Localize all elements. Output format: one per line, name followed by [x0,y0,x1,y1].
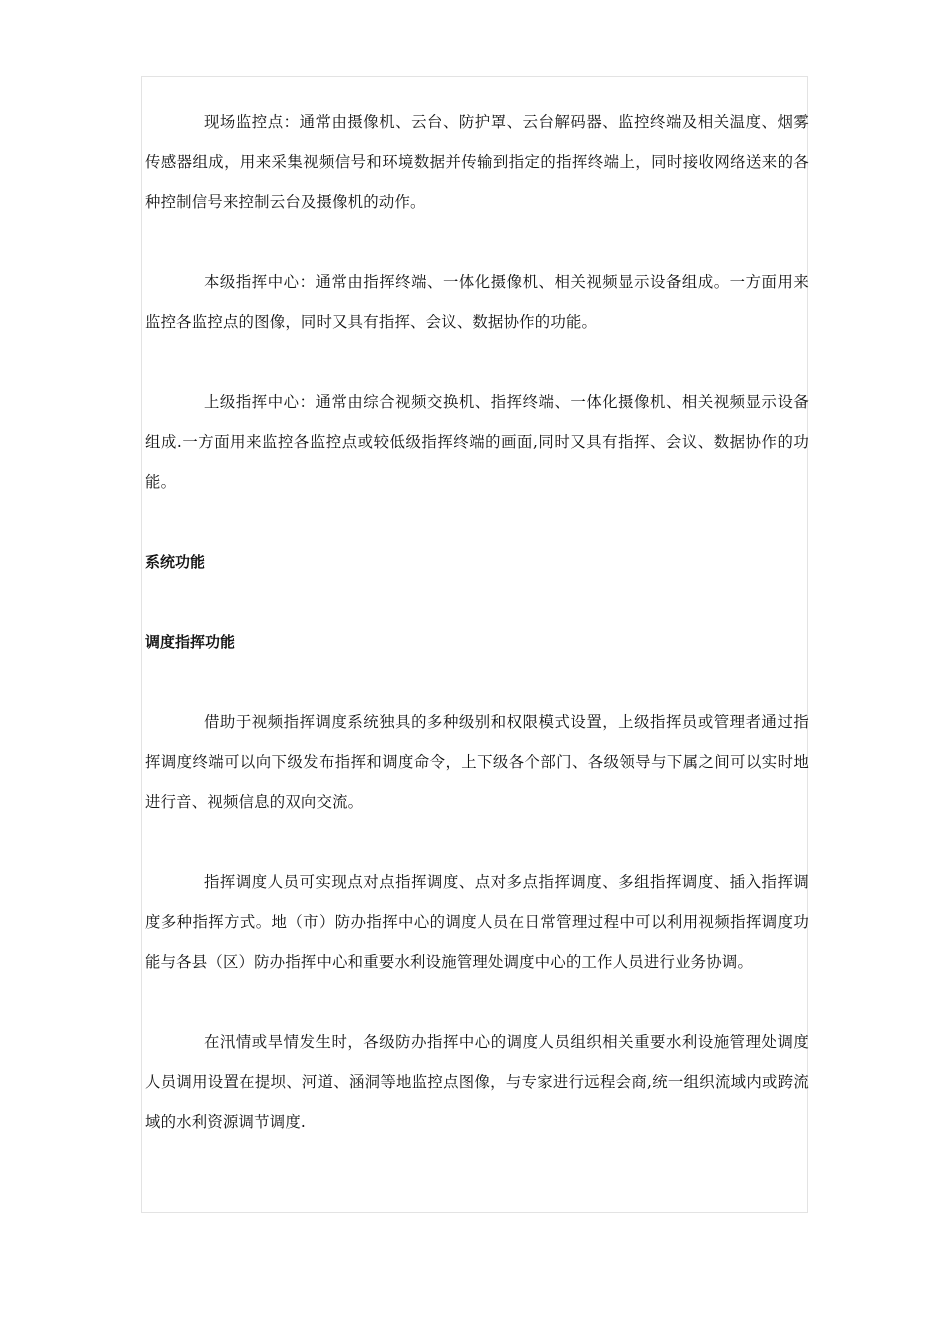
paragraph-gap [145,582,809,622]
paragraph-gap [145,502,809,542]
subsection-heading-dispatch-command: 调度指挥功能 [145,633,236,651]
section-heading-system-functions: 系统功能 [145,553,206,571]
paragraph-onsite-monitoring-point: 现场监控点：通常由摄像机、云台、防护罩、云台解码器、监控终端及相关温度、烟雾传感器组成，用来采集视频信号和环境数据并传输到指定的指挥终端上，同时接收网络送来的各种控制信号来控制云台及摄像机的动作。 [145,113,809,211]
paragraph-permission-modes: 借助于视频指挥调度系统独具的多种级别和权限模式设置，上级指挥员或管理者通过指挥调度终端可以向下级发布指挥和调度命令，上下级各个部门、各级领导与下属之间可以实时地进行音、视频信息的双向交流。 [145,713,809,811]
document-body [145,102,809,1142]
paragraph-gap [145,662,809,702]
paragraph-flood-drought-response: 在汛情或旱情发生时，各级防办指挥中心的调度人员组织相关重要水利设施管理处调度人员调用设置在提坝、河道、涵洞等地监控点图像，与专家进行远程会商,统一组织流域内或跨流域的水利资源调节调度. [145,1033,809,1131]
paragraph-gap [145,222,809,262]
paragraph-gap [145,342,809,382]
paragraph-local-command-center: 本级指挥中心：通常由指挥终端、一体化摄像机、相关视频显示设备组成。一方面用来监控各监控点的图像，同时又具有指挥、会议、数据协作的功能。 [145,273,809,331]
paragraph-superior-command-center: 上级指挥中心：通常由综合视频交换机、指挥终端、一体化摄像机、相关视频显示设备组成.一方面用来监控各监控点或较低级指挥终端的画面,同时又具有指挥、会议、数据协作的功能。 [145,393,809,491]
paragraph-gap [145,982,809,1022]
paragraph-gap [145,822,809,862]
paragraph-dispatch-methods: 指挥调度人员可实现点对点指挥调度、点对多点指挥调度、多组指挥调度、插入指挥调度多种指挥方式。地（市）防办指挥中心的调度人员在日常管理过程中可以利用视频指挥调度功能与各县（区）防办指挥中心和重要水利设施管理处调度中心的工作人员进行业务协调。 [145,873,809,971]
